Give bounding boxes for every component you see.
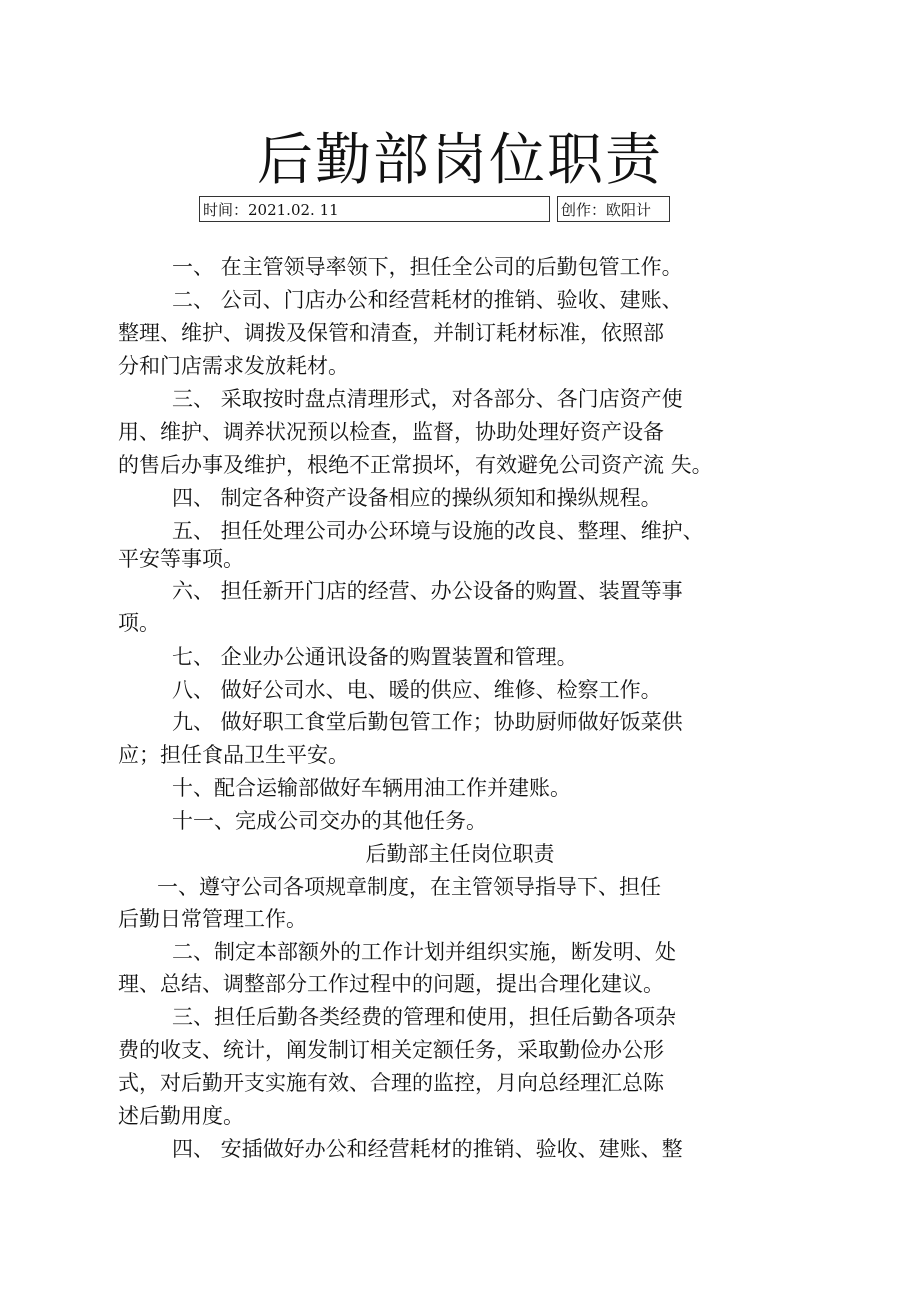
time-field: 时间：2021.02. 11: [199, 196, 550, 222]
paragraph-line: 十、配合运输部做好车辆用油工作并建账。: [172, 776, 571, 800]
paragraph-line: 五、 担任处理公司办公环境与设施的改良、整理、维护、: [172, 519, 704, 543]
paragraph-line: 述后勤用度。: [118, 1104, 244, 1128]
paragraph-line: 三、担任后勤各类经费的管理和使用，担任后勤各项杂: [172, 1005, 676, 1029]
paragraph-line: 项。: [118, 611, 160, 635]
page-title: 后勤部岗位职责: [257, 127, 663, 193]
paragraph-line: 用、维护、调养状况预以检查，监督，协助处理好资产设备: [118, 420, 664, 444]
paragraph-line: 应；担任食品卫生平安。: [118, 743, 349, 767]
paragraph-line: 的售后办事及维护，根绝不正常损坏，有效避免公司资产流 失。: [118, 453, 713, 477]
paragraph-line: 理、总结、调整部分工作过程中的问题，提出合理化建议。: [118, 972, 664, 996]
paragraph-line: 式，对后勤开支实施有效、合理的监控，月向总经理汇总陈: [118, 1071, 664, 1095]
paragraph-line: 平安等事项。: [118, 547, 244, 571]
paragraph-line: 一、 在主管领导率领下，担任全公司的后勤包管工作。: [172, 255, 683, 279]
author-field: 创作：欧阳计: [557, 196, 670, 222]
paragraph-line: 四、 安插做好办公和经营耗材的推销、验收、建账、整: [172, 1137, 683, 1161]
paragraph-line: 三、 采取按时盘点清理形式，对各部分、各门店资产使: [172, 387, 683, 411]
paragraph-line: 后勤日常管理工作。: [118, 907, 307, 931]
paragraph-line: 四、 制定各种资产设备相应的操纵须知和操纵规程。: [172, 486, 662, 510]
section-heading: 后勤部主任岗位职责: [365, 842, 555, 866]
paragraph-line: 六、 担任新开门店的经营、办公设备的购置、装置等事: [172, 579, 683, 603]
paragraph-line: 二、 公司、门店办公和经营耗材的推销、验收、建账、: [172, 288, 683, 312]
paragraph-line: 二、制定本部额外的工作计划并组织实施，断发明、处: [172, 940, 676, 964]
paragraph-line: 八、 做好公司水、电、暖的供应、维修、检察工作。: [172, 678, 662, 702]
paragraph-line: 九、 做好职工食堂后勤包管工作；协助厨师做好饭菜供: [172, 710, 683, 734]
paragraph-line: 十一、完成公司交办的其他任务。: [172, 809, 487, 833]
paragraph-line: 七、 企业办公通讯设备的购置装置和管理。: [172, 645, 578, 669]
paragraph-line: 费的收支、统计，阐发制订相关定额任务，采取勤俭办公形: [118, 1038, 664, 1062]
paragraph-line: 一、遵守公司各项规章制度，在主管领导指导下、担任: [157, 875, 661, 899]
paragraph-line: 整理、维护、调拨及保管和清查，并制订耗材标准，依照部: [118, 321, 664, 345]
paragraph-line: 分和门店需求发放耗材。: [118, 354, 349, 378]
